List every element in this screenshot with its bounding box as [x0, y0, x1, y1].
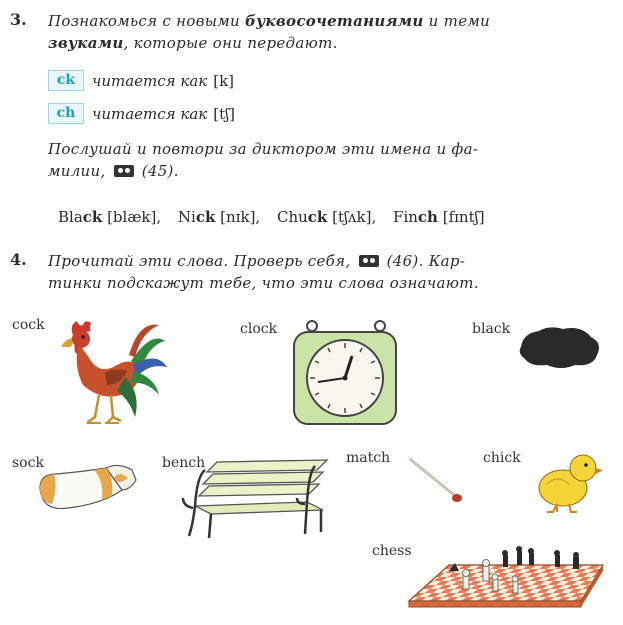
clock-image: [290, 318, 400, 426]
word-sock: sock: [12, 455, 44, 471]
word-match: match: [346, 450, 391, 466]
name-item: Nick [nɪk],: [177, 208, 261, 226]
bench-image: [165, 458, 335, 540]
bold-term: буквосочетаниями: [245, 12, 424, 30]
black-blot-image: [515, 325, 603, 371]
cassette-icon[interactable]: [359, 255, 379, 267]
listen-instruction: Послушай и повтори за диктором эти имена и фа- милии, (45).: [48, 140, 479, 180]
exercise-3: [10, 10, 610, 230]
exercise-4: [10, 250, 610, 310]
name-item: Finch [fɪntʃ]: [393, 208, 485, 226]
word-chick: chick: [483, 450, 521, 466]
exercise-3-intro: Познакомься с новыми буквосочетаниями и теми звуками, которые они передают.: [48, 12, 491, 52]
name-item: Black [blæk],: [58, 208, 162, 226]
sock-image: [32, 460, 140, 512]
exercise-4-instruction: Прочитай эти слова. Проверь себя, (46). Кар- тинки подскажут тебе, что эти слова означают.: [48, 252, 479, 292]
rule-ch: ch читается как [tʃ]: [48, 103, 235, 124]
rooster-image: [45, 315, 170, 433]
letter-box: ch: [48, 103, 84, 124]
exercise-number: 4.: [10, 250, 27, 269]
word-chess: chess: [372, 543, 412, 559]
match-image: [404, 455, 466, 505]
cassette-icon[interactable]: [114, 165, 134, 177]
exercise-number: 3.: [10, 10, 27, 29]
word-black: black: [472, 321, 511, 337]
chessboard-image: [405, 545, 605, 617]
word-cock: cock: [12, 317, 45, 333]
word-clock: clock: [240, 321, 278, 337]
letter-box: ck: [48, 70, 84, 91]
names-line: [58, 208, 497, 226]
word-bench: bench: [162, 455, 206, 471]
chick-image: [533, 450, 605, 514]
rule-ck: ck читается как [k]: [48, 70, 234, 91]
name-item: Chuck [tʃʌk],: [276, 208, 377, 226]
bold-term: звуками: [48, 34, 124, 52]
